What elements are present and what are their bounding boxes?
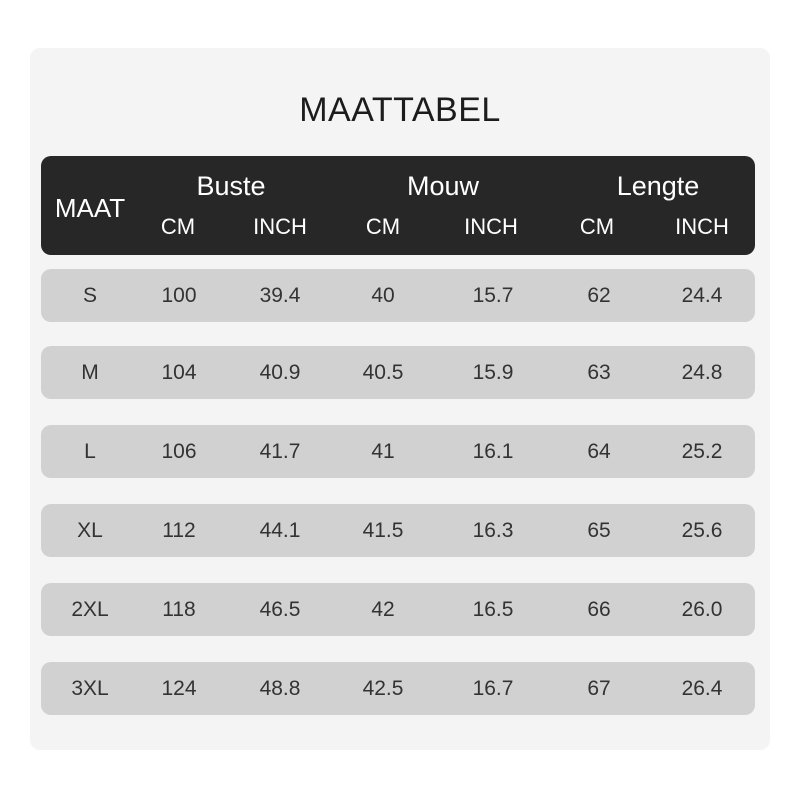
mouw-inch-cell: 15.7	[472, 284, 514, 307]
lengte-cm-cell: 65	[587, 519, 611, 542]
buste-inch-cell: 48.8	[259, 677, 301, 700]
mouw-inch-cell: 16.5	[472, 598, 514, 621]
table-header	[41, 156, 755, 255]
lengte-inch-header: INCH	[675, 214, 729, 239]
buste-inch-cell: 41.7	[259, 440, 301, 463]
table-row	[41, 583, 755, 636]
page-title: MAATTABEL	[299, 91, 501, 129]
size-chart-card	[30, 48, 770, 750]
mouw-cm-cell: 40.5	[362, 361, 404, 384]
mouw-inch-cell: 16.7	[472, 677, 514, 700]
lengte-cm-header: CM	[579, 214, 615, 239]
table-row	[41, 504, 755, 557]
lengte-inch-cell: 26.0	[681, 598, 723, 621]
table-row	[41, 346, 755, 399]
buste-cm-cell: 112	[162, 519, 196, 542]
buste-cm-cell: 100	[161, 284, 197, 307]
lengte-inch-cell: 25.6	[681, 519, 723, 542]
table-row	[41, 425, 755, 478]
buste-inch-cell: 39.4	[259, 284, 301, 307]
mouw-inch-header: INCH	[464, 214, 518, 239]
buste-cm-cell: 118	[162, 598, 196, 621]
lengte-cm-cell: 66	[587, 598, 611, 621]
lengte-inch-cell: 26.4	[681, 677, 723, 700]
table-row	[41, 269, 755, 322]
mouw-inch-cell: 16.3	[472, 519, 514, 542]
lengte-inch-cell: 24.4	[681, 284, 723, 307]
buste-inch-cell: 44.1	[259, 519, 301, 542]
size-cell: L	[84, 440, 96, 463]
buste-inch-cell: 40.9	[259, 361, 301, 384]
mouw-cm-cell: 41	[371, 440, 395, 463]
mouw-cm-header: CM	[365, 214, 401, 239]
size-cell: 3XL	[71, 677, 109, 700]
buste-cm-header: CM	[160, 214, 196, 239]
buste-cm-cell: 106	[161, 440, 197, 463]
buste-cm-cell: 104	[161, 361, 197, 384]
buste-inch-cell: 46.5	[259, 598, 301, 621]
size-column-header: MAAT	[54, 193, 126, 223]
mouw-cm-cell: 42.5	[362, 677, 404, 700]
lengte-header: Lengte	[616, 171, 700, 201]
lengte-cm-cell: 67	[587, 677, 611, 700]
buste-cm-cell: 124	[161, 677, 197, 700]
size-cell: S	[82, 284, 98, 307]
buste-inch-header: INCH	[253, 214, 307, 239]
mouw-cm-cell: 42	[371, 598, 395, 621]
lengte-cm-cell: 62	[587, 284, 611, 307]
size-cell: M	[81, 361, 99, 384]
table-row	[41, 662, 755, 715]
lengte-cm-cell: 63	[587, 361, 611, 384]
lengte-cm-cell: 64	[587, 440, 611, 463]
mouw-inch-cell: 15.9	[472, 361, 514, 384]
lengte-inch-cell: 24.8	[681, 361, 723, 384]
mouw-inch-cell: 16.1	[472, 440, 514, 463]
mouw-header: Mouw	[406, 171, 480, 201]
size-cell: XL	[77, 519, 103, 542]
mouw-cm-cell: 41.5	[362, 519, 404, 542]
size-cell: 2XL	[71, 598, 109, 621]
mouw-cm-cell: 40	[371, 284, 395, 307]
lengte-inch-cell: 25.2	[681, 440, 723, 463]
buste-header: Buste	[196, 171, 266, 201]
